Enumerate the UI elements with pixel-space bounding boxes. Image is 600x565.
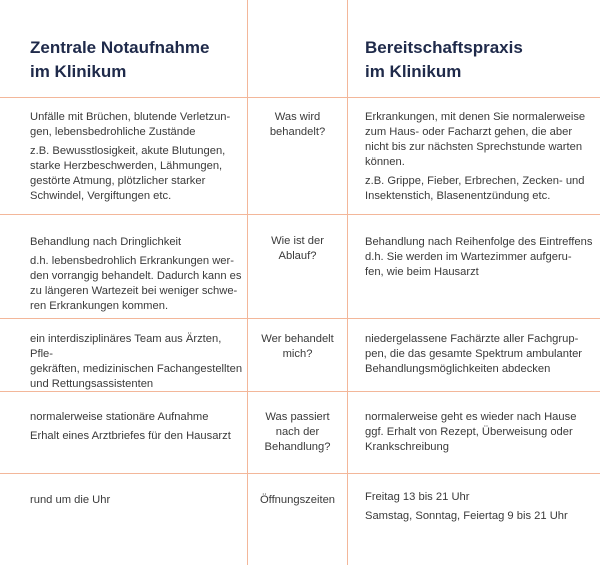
text-line: Erkrankungen, mit denen Sie normalerweise — [365, 111, 586, 123]
header-bereitschaftspraxis — [365, 36, 523, 84]
row-5-left-cell — [30, 493, 245, 512]
row-divider-2 — [0, 214, 600, 215]
text-line: ggf. Erhalt von Rezept, Überweisung oder — [365, 426, 573, 438]
text-line: können. — [365, 156, 405, 168]
text-line: gekräften, medizinischen Fachangestellten — [30, 363, 243, 375]
text-line: ein interdisziplinäres Team aus Ärzten, Pfle- — [30, 333, 222, 360]
text-line: nach der — [275, 426, 320, 438]
text-line: normalerweise geht es wieder nach Hause — [365, 411, 577, 423]
text-line: d.h. Sie werden im Wartezimmer aufgeru- — [365, 251, 572, 263]
text-line: Behandlung nach Dringlichkeit — [30, 236, 182, 248]
text-line: Krankschreibung — [365, 441, 449, 453]
row-3-question — [249, 332, 346, 362]
text-line: Was wird — [274, 111, 321, 123]
text-line: ren Erkrankungen kommen. — [30, 300, 169, 312]
text-line: zu längeren Wartezeit bei weniger schwe- — [30, 285, 238, 297]
paragraph — [30, 410, 245, 425]
row-5-question — [249, 493, 346, 508]
text-line: den vorrangig behandelt. Dadurch kann es — [30, 270, 242, 282]
row-4-right-cell — [365, 410, 595, 459]
paragraph — [365, 110, 595, 170]
paragraph — [365, 332, 595, 377]
paragraph — [365, 235, 595, 280]
row-divider-1 — [0, 97, 600, 98]
text-line: Unfälle mit Brüchen, blutende Verletzun- — [30, 111, 231, 123]
row-divider-5 — [0, 473, 600, 474]
text-line: normalerweise stationäre Aufnahme — [30, 411, 209, 423]
row-divider-3 — [0, 318, 600, 319]
header-line: Zentrale Notaufnahme — [30, 38, 210, 57]
row-1-left-cell — [30, 110, 245, 208]
row-2-question — [249, 234, 346, 264]
text-line: rund um die Uhr — [30, 494, 111, 506]
text-line: gen, lebensbedrohliche Zustände — [30, 126, 196, 138]
text-line: Wer behandelt — [261, 333, 334, 345]
header-line: im Klinikum — [365, 62, 462, 81]
paragraph — [365, 174, 595, 204]
row-2-left-cell — [30, 235, 245, 318]
paragraph — [365, 490, 595, 505]
text-line: Wie ist der — [271, 235, 324, 247]
text-line: Behandlungsmöglichkeiten abdecken — [365, 363, 551, 375]
text-line: Schwindel, Vergiftungen etc. — [30, 190, 172, 202]
text-line: z.B. Grippe, Fieber, Erbrechen, Zecken- und — [365, 175, 585, 187]
row-4-question — [249, 410, 346, 455]
text-line: d.h. lebensbedrohlich Erkrankungen wer- — [30, 255, 234, 267]
paragraph — [30, 493, 245, 508]
text-line: fen, wie beim Hausarzt — [365, 266, 479, 278]
text-line: Samstag, Sonntag, Feiertag 9 bis 21 Uhr — [365, 510, 568, 522]
text-line: Ablauf? — [278, 250, 317, 262]
paragraph — [30, 332, 245, 392]
text-line: Insektenstich, Blasenentzündung etc. — [365, 190, 551, 202]
row-1-right-cell — [365, 110, 595, 208]
row-3-left-cell — [30, 332, 245, 396]
paragraph — [30, 235, 245, 250]
text-line: pen, die das gesamte Spektrum ambulanter — [365, 348, 583, 360]
text-line: gestörte Atmung, plötzlicher starker — [30, 175, 206, 187]
text-line: starke Herzbeschwerden, Lähmungen, — [30, 160, 223, 172]
column-divider-left — [247, 0, 248, 565]
text-line: z.B. Bewusstlosigkeit, akute Blutungen, — [30, 145, 226, 157]
header-line: Bereitschaftspraxis — [365, 38, 523, 57]
row-3-right-cell — [365, 332, 595, 381]
text-line: zum Haus- oder Facharzt gehen, die aber — [365, 126, 573, 138]
row-5-right-cell — [365, 490, 595, 528]
text-line: Freitag 13 bis 21 Uhr — [365, 491, 470, 503]
text-line: Behandlung? — [264, 441, 331, 453]
header-notaufnahme — [30, 36, 209, 84]
row-2-right-cell — [365, 235, 595, 284]
paragraph — [30, 144, 245, 204]
paragraph — [30, 110, 245, 140]
column-divider-right — [347, 0, 348, 565]
paragraph — [30, 254, 245, 314]
paragraph — [365, 410, 595, 455]
row-1-question — [249, 110, 346, 140]
text-line: nicht bis zur nächsten Sprechstunde warten — [365, 141, 583, 153]
text-line: Erhalt eines Arztbriefes für den Hausarzt — [30, 430, 231, 442]
text-line: niedergelassene Fachärzte aller Fachgrup- — [365, 333, 579, 345]
text-line: und Rettungsassistenten — [30, 378, 154, 390]
text-line: mich? — [282, 348, 313, 360]
paragraph — [30, 429, 245, 444]
row-4-left-cell — [30, 410, 245, 448]
text-line: Behandlung nach Reihenfolge des Eintreffens — [365, 236, 593, 248]
text-line: Was passiert — [265, 411, 330, 423]
text-line: Öffnungszeiten — [259, 494, 336, 506]
paragraph — [365, 509, 595, 524]
header-line: im Klinikum — [30, 62, 127, 81]
text-line: behandelt? — [269, 126, 326, 138]
